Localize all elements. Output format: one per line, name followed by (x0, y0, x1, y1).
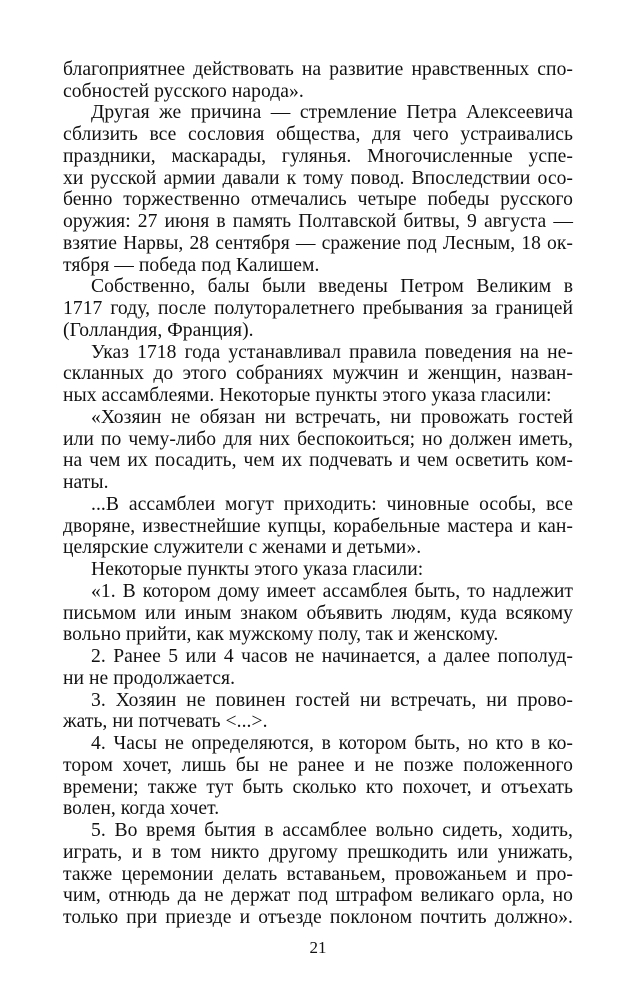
text-line: наты. (63, 472, 109, 494)
text-line: сблизить все сословия общества, для чего устраивались (63, 124, 573, 146)
book-page (63, 58, 573, 1000)
text-line: 1717 году, после полуторалетнего пребывания за границей (63, 298, 573, 320)
text-line: на чем их посадить, чем их подчевать и чем осветить ком- (63, 450, 573, 472)
text-line: только при приезде и отъезде поклоном почтить должно». (63, 907, 573, 928)
text-line: тором хочет, лишь бы не ранее и не позже положенного (63, 754, 573, 776)
text-line: «Хозяин не обязан ни встречать, ни провожать гостей (91, 406, 573, 428)
text-line: 3. Хозяин не повинен гостей ни встречать, ни прово- (91, 689, 573, 711)
text-line: 2. Ранее 5 или 4 часов не начинается, а далее пополуд- (91, 646, 573, 668)
text-line: 5. Во время бытия в ассамблее вольно сидеть, ходить, (91, 820, 573, 842)
text-line: Другая же причина — стремление Петра Алексеевича (91, 102, 573, 124)
text-line: 4. Часы не определяются, в котором быть, но кто в ко- (91, 733, 573, 755)
text-line: оружия: 27 июня в память Полтавской битвы, 9 августа — (63, 211, 573, 233)
text-line: «1. В котором дому имеет ассамблея быть, то надлежит (91, 580, 573, 602)
text-line: жать, ни потчевать <...>. (63, 711, 268, 733)
text-line: играть, и в том никто другому прешкодить или унижать, (63, 841, 573, 863)
text-line: Собственно, балы были введены Петром Великим в (91, 276, 573, 298)
text-line: праздники, маскарады, гулянья. Многочисленные успе- (63, 145, 573, 167)
text-line: ных ассамблеями. Некоторые пункты этого указа гласили: (63, 385, 552, 407)
text-line: ни не продолжается. (63, 667, 236, 689)
text-line: также церемонии делать вставаньем, провожаньем и про- (63, 863, 573, 885)
text-line: или по чему-либо для них беспокоиться; но должен иметь, (63, 428, 573, 450)
text-line: вольно прийти, как мужскому полу, так и женскому. (63, 624, 499, 646)
text-line: благоприятнее действовать на развитие нравственных спо- (63, 59, 573, 80)
text-line: (Голландия, Франция). (63, 319, 254, 341)
text-line: целярские служители с женами и детьми». (63, 537, 422, 559)
text-line: Некоторые пункты этого указа гласили: (91, 559, 424, 581)
text-line: тября — победа под Калишем. (63, 254, 320, 276)
text-line: письмом или иным знаком объявить людям, куда всякому (63, 602, 573, 624)
text-line: хи русской армии давали к тому повод. Впоследствии осо- (63, 167, 573, 189)
text-line: времени; также тут быть сколько кто похочет, и отъехать (63, 776, 573, 798)
text-line: Указ 1718 года устанавливал правила поведения на не- (91, 341, 573, 363)
text-line: волен, когда хочет. (63, 798, 220, 820)
text-line: чим, отнюдь да не держат под штрафом великаго орла, но (63, 885, 573, 907)
text-line: скланных до этого собраниях мужчин и женщин, назван- (63, 363, 573, 385)
text-line: ...В ассамблеи могут приходить: чиновные особы, все (91, 493, 573, 515)
text-line: дворяне, известнейшие купцы, корабельные мастера и кан- (63, 515, 573, 537)
text-line: взятие Нарвы, 28 сентября — сражение под Лесным, 18 ок- (63, 232, 573, 254)
text-line: бенно торжественно отмечались четыре победы русского (63, 189, 573, 211)
page-number: 21 (309, 938, 327, 957)
text-line: собностей русского народа». (63, 80, 304, 102)
